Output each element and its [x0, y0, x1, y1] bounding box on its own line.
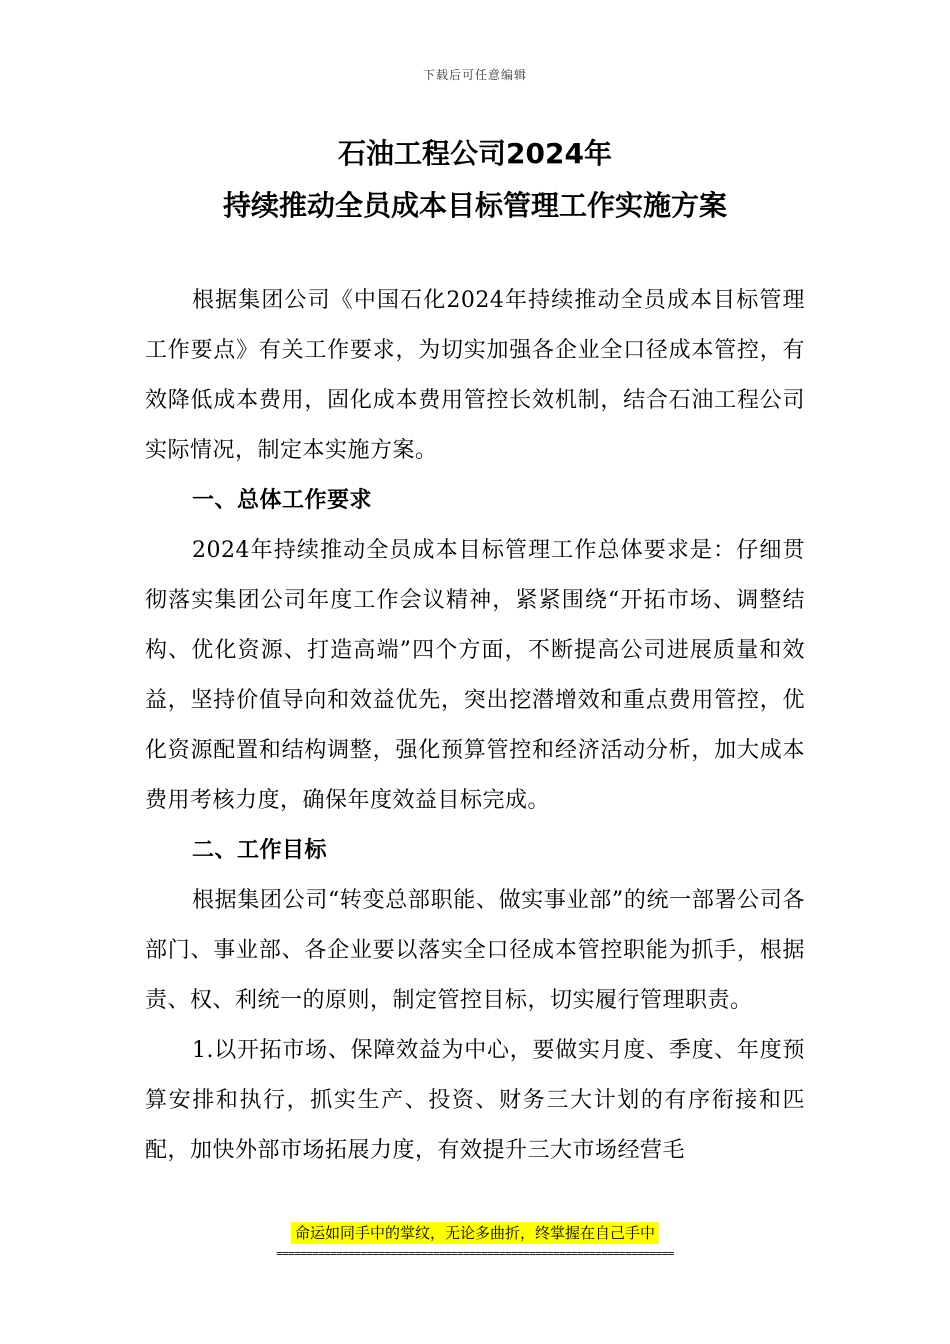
footer-motto: 命运如同手中的掌纹，无论多曲折，终掌握在自己手中 [291, 1222, 659, 1244]
goal-item-1-paragraph: 1.以开拓市场、保障效益为中心，要做实月度、季度、年度预算安排和执行，抓实生产、投资、财务三大计划的有序衔接和匹配，加快外部市场拓展力度，有效提升三大市场经营毛 [145, 1038, 805, 1163]
document-title [0, 128, 950, 232]
header-note: 下载后可任意编辑 [422, 68, 527, 82]
section-heading-work-goals: 二、工作目标 [192, 838, 328, 863]
title-line-2: 持续推动全员成本目标管理工作实施方案 [222, 189, 727, 222]
title-line-1: 石油工程公司2024年 [338, 137, 612, 170]
work-goals-paragraph: 根据集团公司“转变总部职能、做实事业部”的统一部署公司各部门、事业部、各企业要以落实全口径成本管控职能为抓手，根据责、权、利统一的原则，制定管控目标，切实履行管理职责。 [145, 888, 805, 1013]
footer-divider: ================================================================== [276, 1247, 674, 1260]
overall-requirements-paragraph: 2024年持续推动全员成本目标管理工作总体要求是：仔细贯彻落实集团公司年度工作会议精神，紧紧围绕“开拓市场、调整结构、优化资源、打造高端”四个方面，不断提高公司进展质量和效益，坚持价值导向和效益优先，突出挖潜增效和重点费用管控，优化资源配置和结构调整，强化预算管控和经济活动分析，加大成本费用考核力度，确保年度效益目标完成。 [145, 538, 805, 813]
section-heading-overall-requirements: 一、总体工作要求 [192, 488, 373, 513]
intro-paragraph: 根据集团公司《中国石化2024年持续推动全员成本目标管理工作要点》有关工作要求，为切实加强各企业全口径成本管控，有效降低成本费用，固化成本费用管控长效机制，结合石油工程公司实际情况，制定本实施方案。 [145, 288, 805, 463]
footer-banner [0, 1222, 950, 1244]
document-body [145, 276, 805, 1176]
